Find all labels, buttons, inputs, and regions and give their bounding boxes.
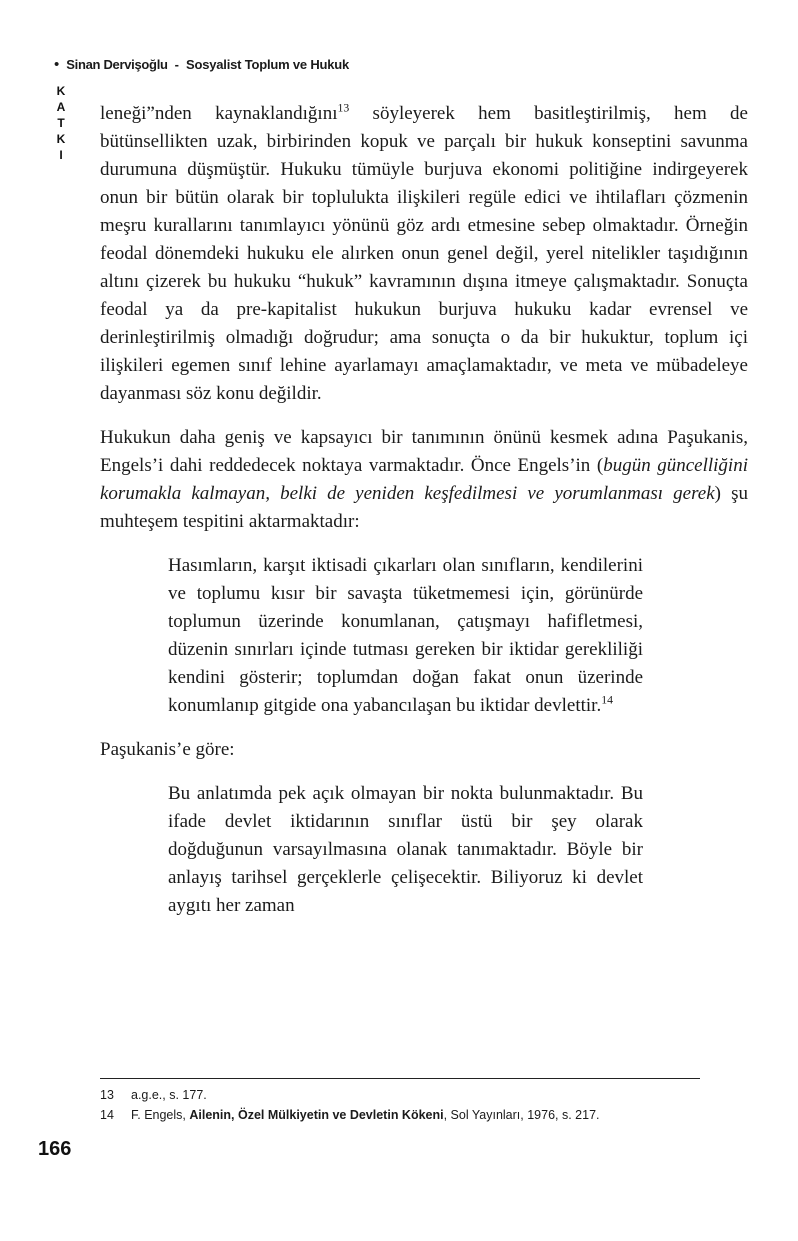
footnote-13 [100,1087,748,1104]
header-book-title: Sosyalist Toplum ve Hukuk [186,57,350,72]
running-header [54,57,349,72]
footnote-text: a.g.e., s. 177. [131,1088,207,1102]
page-body [100,100,748,920]
header-author: Sinan Dervişoğlu [66,57,168,72]
footnote-divider [100,1078,700,1079]
footnotes-section [100,1078,748,1127]
blockquote-pasukanis: Bu anlatımda pek açık olmayan bir nokta bulunmaktadır. Bu ifade devlet iktidarının sınıflar üstü bir şey olarak doğduğunun varsayılmasına olanak tanımaktadır. Böyle bir anlayış tarihsel gerçeklerle çelişecektir. Biliyoruz ki devlet aygıtı her zaman [168,783,643,916]
paragraph-lead-in: Paşukanis’e göre: [100,739,235,760]
paragraph-continuation: leneği”nden kaynaklandığını$^{13}$ söyleyerek hem basitleştirilmiş, hem de bütünsellikten uzak, birbirinden kopuk ve parçalı bir hukuk konseptini savunma durumuna düşmüştür. Hukuku tümüyle burjuva ekonomi politiğine indirgeyerek onun bir bütün olarak bir toplulukta ilişkileri regüle edici ve ihtilafları çözmenin meşru kurallarını tanımlayıcı yönünü göz ardı etmesine sebep olmaktadır. Örneğin feodal dönemdeki hukuku ele alırken onun genel değil, yerel nitelikler taşıdığının altını çizerek bu hukuku “hukuk” kavramının dışına itmeye çalışmaktadır. Sonuçta feodal ya da pre-kapitalist hukukun burjuva hukuku kadar evrensel ve derinleştirilmiş olmadığı doğrudur; ama sonuçta o da bir hukuktur, toplum içi ilişkileri egemen sınıf lehine ayarlamayı amaçlamaktadır, ve meta ve mübadeleye dayanması söz konu değildir. [100,101,748,404]
bullet-icon: • [54,56,60,73]
blockquote-engels: Hasımların, karşıt iktisadi çıkarları olan sınıfların, kendilerini ve toplumu kısır bir savaşta tüketmemesi için, görünürde toplumun üzerinde konumlanan, çatışmayı hafifletmesi, düzenin sınırları içinde tutması gereken bir iktidar gerekliliği kendini gösterir; toplumdan doğan fakat onun üzerinde konumlanıp gitgide ona yabancılaşan bu iktidar devlettir.$^{14}$ [168,555,643,716]
paragraph: Hukukun daha geniş ve kapsayıcı bir tanımının önünü kesmek adına Paşukanis, Engels’i dahi reddedecek noktaya varmaktadır. Önce Engels’in (bugün güncelliğini korumakla kalmayan, belki de yeniden keşfedilmesi ve yorumlanması gerek) şu muhteşem tespitini aktarmaktadır: [100,427,748,532]
footnote-text: F. Engels, Ailenin, Özel Mülkiyetin ve Devletin Kökeni, Sol Yayınları, 1976, s. 217. [131,1108,600,1122]
page-number: 166 [38,1138,72,1160]
footnote-number: 14 [100,1108,114,1122]
footnote-14 [100,1107,748,1124]
header-separator: - [174,57,179,72]
footnote-number: 13 [100,1088,114,1102]
section-label-vertical: KATKI [54,84,68,164]
